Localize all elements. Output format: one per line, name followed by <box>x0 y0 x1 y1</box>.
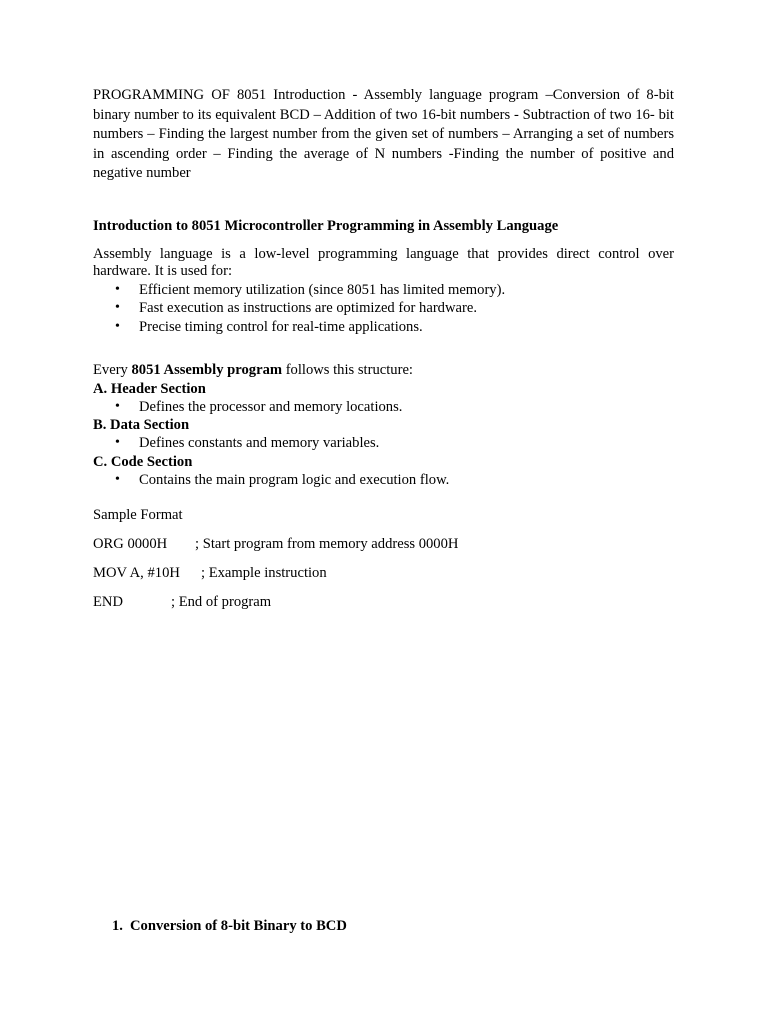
code-instruction: END <box>93 594 123 611</box>
bullet-icon: • <box>115 398 120 414</box>
structure-intro-line <box>93 362 674 380</box>
bullet-icon: • <box>115 435 120 451</box>
assembly-description-paragraph: Assembly language is a low-level programming language that provides direct control over hardware. It is used for: <box>93 245 674 280</box>
list-item <box>93 398 674 417</box>
structure-suffix: follows this structure: <box>282 362 413 379</box>
list-item-text: Fast execution as instructions are optimized for hardware. <box>139 300 477 317</box>
bullet-icon: • <box>115 471 120 487</box>
code-comment: ; Example instruction <box>201 565 327 582</box>
code-line-mov <box>93 565 674 582</box>
list-item-text: Defines constants and memory variables. <box>139 435 380 452</box>
code-line-org <box>93 536 674 553</box>
code-instruction: MOV A, #10H <box>93 565 180 582</box>
document-page <box>93 86 674 611</box>
section-title: Conversion of 8-bit Binary to BCD <box>130 918 347 934</box>
list-item <box>93 318 674 337</box>
code-section-list <box>93 471 674 490</box>
header-section-list <box>93 398 674 417</box>
intro-paragraph: PROGRAMMING OF 8051 Introduction - Assembly language program –Conversion of 8-bit binary number to its equivalent BCD – Addition of two 16-bit numbers - Subtraction of two 16- bit numbers – Finding the largest number from the given set of numbers – Arranging a set of numbers in ascending order – Finding the average of N numbers -Finding the number of positive and negative number <box>93 87 674 182</box>
data-section-heading: B. Data Section <box>93 417 190 434</box>
list-item <box>93 281 674 300</box>
code-comment: ; End of program <box>171 594 272 611</box>
header-section-heading: A. Header Section <box>93 380 206 397</box>
sample-format-title: Sample Format <box>93 507 183 524</box>
code-comment: ; Start program from memory address 0000H <box>195 536 459 553</box>
bullet-icon: • <box>115 300 120 316</box>
numbered-section-heading <box>112 918 347 935</box>
list-item <box>93 434 674 453</box>
list-item-text: Defines the processor and memory locations. <box>139 398 403 415</box>
code-instruction: ORG 0000H <box>93 536 168 553</box>
code-line-end <box>93 594 674 611</box>
list-item-text: Efficient memory utilization (since 8051 has limited memory). <box>139 281 506 298</box>
structure-prefix: Every <box>93 362 132 379</box>
section-heading-introduction: Introduction to 8051 Microcontroller Programming in Assembly Language <box>93 217 559 234</box>
uses-bullet-list <box>93 281 674 337</box>
data-section-list <box>93 434 674 453</box>
bullet-icon: • <box>115 281 120 297</box>
structure-bold-term: 8051 Assembly program <box>131 362 283 379</box>
list-item <box>93 471 674 490</box>
bullet-icon: • <box>115 318 120 334</box>
section-number: 1. <box>112 918 123 934</box>
code-section-heading: C. Code Section <box>93 453 193 470</box>
list-item-text: Contains the main program logic and execution flow. <box>139 471 450 488</box>
list-item-text: Precise timing control for real-time applications. <box>139 318 423 335</box>
list-item <box>93 299 674 318</box>
